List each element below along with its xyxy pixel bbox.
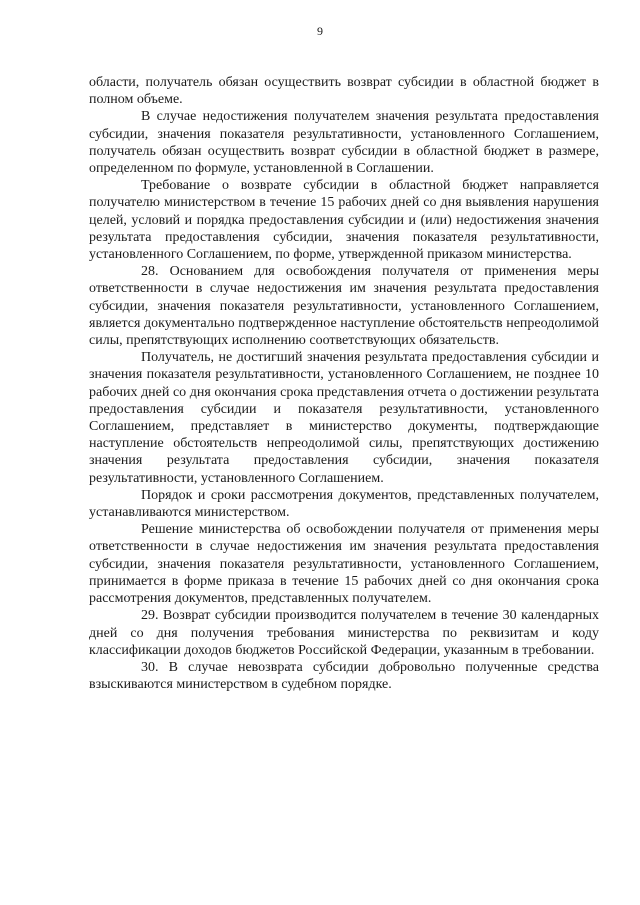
paragraph-ministry-decision: Решение министерства об освобождении получателя от применения меры ответственности в случае недостижения им значения результата предоставления субсидии, значения показателя результативности, установленного Соглашением, принимается в форме приказа в течение 15 рабочих дней со дня окончания срока рассмотрения документов, представленных получателем. bbox=[89, 522, 599, 607]
document-body bbox=[89, 74, 599, 693]
paragraph-item-28: 28. Основанием для освобождения получателя от применения меры ответственности в случае недостижения им значения результата предоставления субсидии, значения показателя результативности, установленного Соглашением, является документально подтвержденное наступление обстоятельств непреодолимой силы, препятствующих исполнению соответствующих обязательств. bbox=[89, 264, 599, 349]
paragraph-item-30: 30. В случае невозврата субсидии добровольно полученные средства взыскиваются министерством в судебном порядке. bbox=[89, 659, 599, 693]
page-number: 9 bbox=[317, 24, 323, 38]
paragraph-continuation: области, получатель обязан осуществить возврат субсидии в областной бюджет в полном объеме. bbox=[89, 75, 599, 108]
paragraph-refund-shortfall: В случае недостижения получателем значения результата предоставления субсидии, значения показателя результативности, установленного Соглашением, получатель обязан осуществить возврат субсидии в областной бюджет в размере, определенном по формуле, установленной в Соглашении. bbox=[89, 109, 599, 177]
paragraph-item-29: 29. Возврат субсидии производится получателем в течение 30 календарных дней со дня получения требования министерства по реквизитам и коду классификации доходов бюджетов Российской Федерации, указанным в требовании. bbox=[89, 608, 599, 658]
paragraph-review-procedure: Порядок и сроки рассмотрения документов, представленных получателем, устанавливаются министерством. bbox=[89, 487, 599, 521]
paragraph-force-majeure-documents: Получатель, не достигший значения результата предоставления субсидии и значения показателя результативности, установленного Соглашением, не позднее 10 рабочих дней со дня окончания срока представления отчета о достижении результата предоставления субсидии и показателя результативности, установленного Соглашением, представляет в министерство документы, подтверждающие наступление обстоятельств непреодолимой силы, препятствующих достижению значения результата предоставления субсидии, значения показателя результативности, установленного Соглашением. bbox=[89, 350, 599, 486]
paragraph-refund-demand: Требование о возврате субсидии в областной бюджет направляется получателю министерством в течение 15 рабочих дней со дня выявления нарушения целей, условий и порядка предоставления субсидии и (или) недостижения значения результата предоставления субсидии, значения показателя результативности, установленного Соглашением, по форме, утвержденной приказом министерства. bbox=[89, 178, 599, 263]
